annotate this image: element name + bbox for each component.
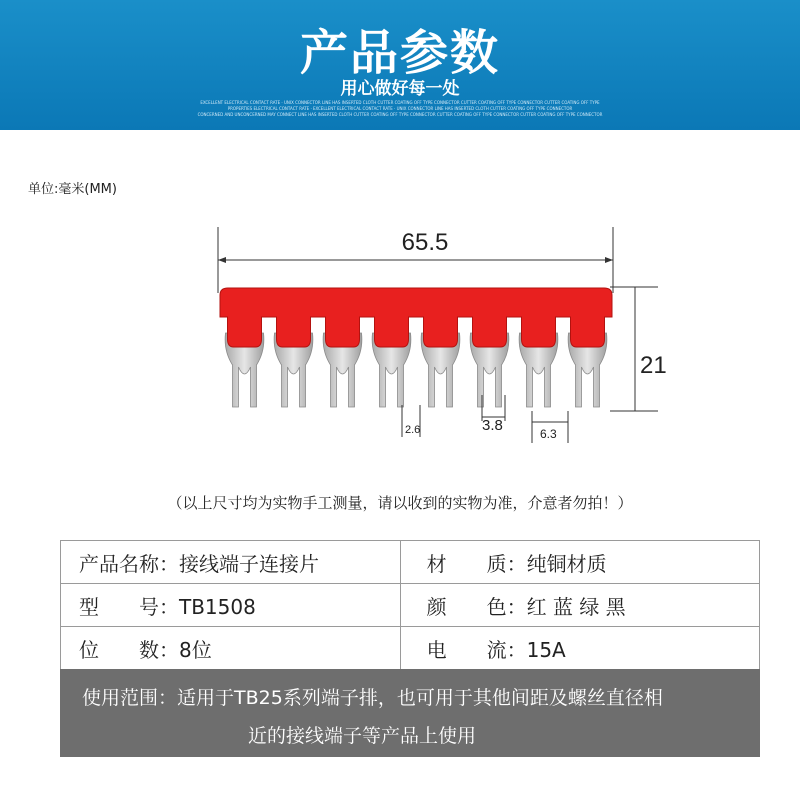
- page-subtitle: 用心做好每一处: [340, 79, 460, 99]
- insulation-bar: [220, 288, 612, 347]
- fine-print-line: PROPERTIES ELECTRICAL CONTACT RATE · EXCELLENT ELECTRICAL CONTACT RATE · UNIX CONNECTOR LINE HAS INSERTED CLOTH CUTTER COATING OFF TYPE CONNECTOR: [227, 106, 573, 111]
- table-row: [61, 584, 760, 627]
- spec-table: [60, 540, 760, 670]
- fine-print-line: EXCELLENT ELECTRICAL CONTACT RATE · UNIX CONNECTOR LINE HAS INSERTED CLOTH CUTTER COATING OFF TYPE CONNECTOR CUTTER COATING OFF TYPE CONNECTOR CUTTER COATING OFF TYPE: [200, 100, 600, 105]
- spec-material: 材 质：纯铜材质: [400, 541, 759, 584]
- arrow-right: [605, 257, 613, 263]
- slot-width-label: 2.6: [405, 424, 421, 436]
- height-label: 21: [640, 352, 667, 379]
- fork-width-label: 3.8: [482, 417, 503, 434]
- banner-fine-print: [160, 100, 640, 118]
- connector-diagram: [180, 215, 680, 445]
- table-row: [61, 541, 760, 584]
- header-banner: [0, 0, 800, 130]
- spec-product-name: 产品名称：接线端子连接片: [61, 541, 401, 584]
- spec-positions: 位 数：8位: [61, 627, 401, 670]
- length-label: 65.5: [401, 229, 449, 256]
- usage-panel: [60, 669, 760, 757]
- page-title: 产品参数: [299, 25, 500, 81]
- spec-color: 颜 色：红 蓝 绿 黑: [400, 584, 759, 627]
- fine-print-line: CONCERNED AND UNCONCERNED MAY CONNECT LINE HAS INSERTED CLOTH CUTTER COATING OFF TYPE CONNECTOR CUTTER COATING OFF TYPE CONNECTOR CUTTER COATING OFF TYPE CONNECTOR: [197, 112, 603, 117]
- measurement-disclaimer: （以上尺寸均为实物手工测量，请以收到的实物为准，介意者勿拍！）: [167, 494, 633, 512]
- usage-text-line: 近的接线端子等产品上使用: [248, 725, 477, 747]
- pitch-label: 6.3: [540, 427, 557, 441]
- spec-model: 型 号：TB1508: [61, 584, 401, 627]
- usage-text-line: 使用范围：适用于TB25系列端子排，也可用于其他间距及螺丝直径相: [82, 687, 663, 709]
- unit-label: 单位:毫米(MM): [28, 182, 117, 197]
- arrow-left: [218, 257, 226, 263]
- table-row: [61, 627, 760, 670]
- spec-current: 电 流：15A: [400, 627, 759, 670]
